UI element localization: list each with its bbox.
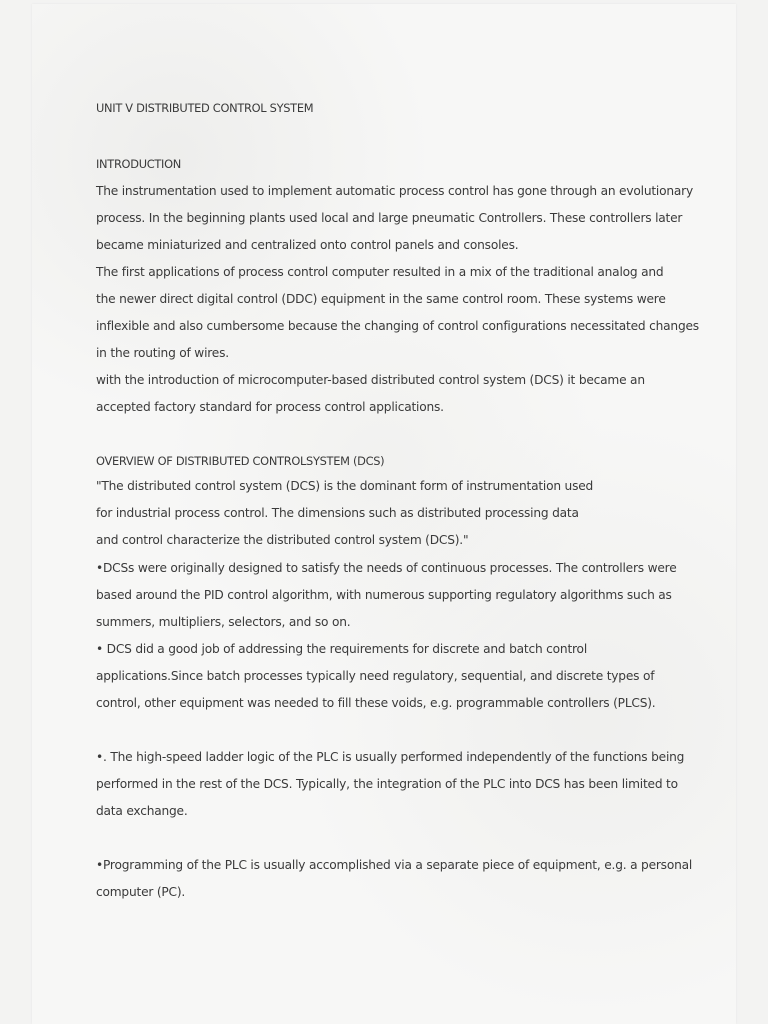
text-line: became miniaturized and centralized onto control panels and consoles. [96, 238, 519, 252]
bullet-line: •DCSs were originally designed to satisfy the needs of continuous processes. The controllers were [96, 561, 677, 575]
bullet-line: summers, multipliers, selectors, and so on. [96, 615, 351, 629]
bullet-line: •Programming of the PLC is usually accomplished via a separate piece of equipment, e.g. a personal [96, 858, 693, 872]
text-line: the newer direct digital control (DDC) equipment in the same control room. These systems were [96, 292, 666, 306]
text-line: accepted factory standard for process control applications. [96, 400, 444, 414]
text-line: inflexible and also cumbersome because the changing of control configurations necessitated changes [96, 319, 699, 333]
bullet-line: performed in the rest of the DCS. Typically, the integration of the PLC into DCS has been limited to [96, 777, 678, 791]
text-line: The instrumentation used to implement automatic process control has gone through an evolutionary [96, 184, 693, 198]
section-heading-overview: OVERVIEW OF DISTRIBUTED CONTROLSYSTEM (DCS) [96, 454, 385, 468]
bullet-line: computer (PC). [96, 885, 186, 899]
text-line: with the introduction of microcomputer-based distributed control system (DCS) it became an [96, 373, 645, 387]
bullet-line: control, other equipment was needed to fill these voids, e.g. programmable controllers (PLCS). [96, 696, 656, 710]
bullet-line: • DCS did a good job of addressing the requirements for discrete and batch control [96, 642, 588, 656]
quote-line: for industrial process control. The dimensions such as distributed processing data [96, 506, 579, 520]
notebook-page [32, 4, 736, 1024]
section-heading-introduction: INTRODUCTION [96, 157, 181, 171]
text-line: in the routing of wires. [96, 346, 229, 360]
page-title: UNIT V DISTRIBUTED CONTROL SYSTEM [96, 101, 314, 115]
text-line: The first applications of process control computer resulted in a mix of the traditional analog and [96, 265, 664, 279]
quote-line: and control characterize the distributed control system (DCS)." [96, 533, 469, 547]
bullet-line: based around the PID control algorithm, with numerous supporting regulatory algorithms such as [96, 588, 672, 602]
bullet-line: applications.Since batch processes typically need regulatory, sequential, and discrete types of [96, 669, 655, 683]
bullet-line: data exchange. [96, 804, 188, 818]
text-line: process. In the beginning plants used local and large pneumatic Controllers. These controllers later [96, 211, 683, 225]
quote-line: "The distributed control system (DCS) is the dominant form of instrumentation used [96, 479, 594, 493]
bullet-line: •. The high-speed ladder logic of the PLC is usually performed independently of the functions being [96, 750, 685, 764]
